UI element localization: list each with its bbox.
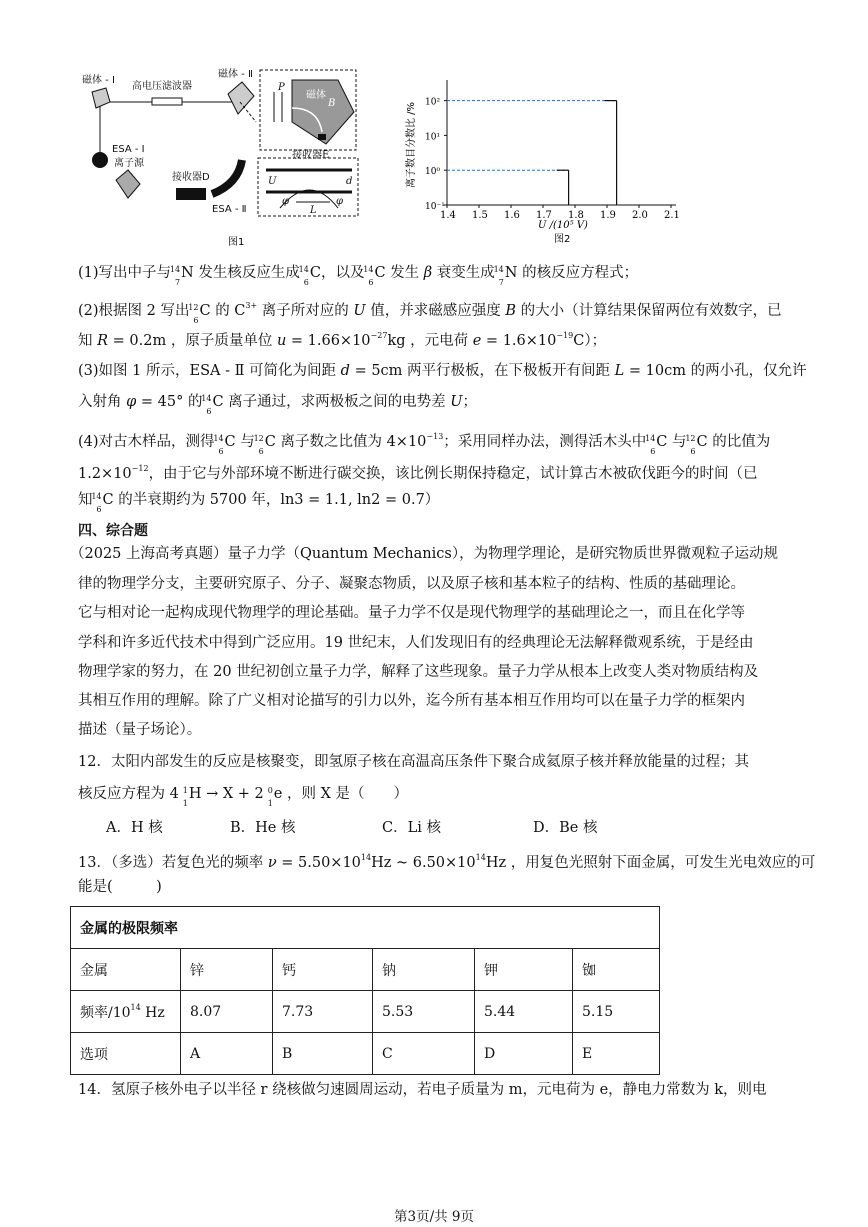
- page-footer: 第3页/共 9页: [393, 1209, 475, 1225]
- q4-line-b: $1.2\times 10^{-12}$，由于它与外部环境不断进行碳交换，该比例长期保持稳定，试计算古木被砍伐距今的时间（已: [78, 464, 758, 482]
- q4-line-a: (4)对古木样品，测得 14 6 C 与 12 6 C 离子数之比值为 $4\times 10^{-13}$；采用同样办法，测得活木头中 14 6 C 与 12 6 C 的比值为: [78, 432, 771, 456]
- table-title-row: [71, 907, 660, 949]
- metal-threshold-table: [70, 906, 660, 1075]
- q12-option-c[interactable]: C．Li 核: [382, 820, 441, 836]
- x-tick-label: 1.7: [536, 210, 552, 221]
- section-p4: 学科和许多近代技术中得到广泛应用。19 世纪末，人们发现旧有的经典理论无法解释微观系统，于是经由: [78, 635, 754, 651]
- q14-line1: 14．氢原子核外电子以半径 r 绕核做匀速圆周运动，若电子质量为 m，元电荷为 e，静电力常数为 k，则电: [78, 1082, 767, 1098]
- q3-line-b: 入射角 φ = 45° 的 14 6 C 离子通过，求两极板之间的电势差 U；: [78, 394, 477, 416]
- nuc-c14f: 14 6: [91, 492, 102, 514]
- table-cell: E: [573, 1033, 660, 1075]
- nuc-h1: 1 1: [182, 786, 188, 808]
- nuc-e: 0 1: [267, 786, 273, 808]
- q2-line-b: 知 R = 0.2m ，原子质量单位 $u = 1.66\times 10^{-27}kg$ ，元电荷 $e = 1.6\times 10^{-19}C$）；: [78, 331, 607, 349]
- table-row: [71, 1033, 660, 1075]
- table-title: 金属的极限频率: [71, 907, 660, 949]
- table-cell: 金属: [71, 949, 181, 991]
- table-row: [71, 949, 660, 991]
- label-magnet1: 磁体 - Ⅰ: [82, 75, 115, 86]
- magnet1-shape: [92, 88, 110, 108]
- label-l: L: [310, 205, 317, 216]
- nuc-n14b: 14 7: [493, 265, 504, 287]
- section-p2: 律的物理学分支，主要研究原子、分子、凝聚态物质，以及原子核和基本粒子的结构、性质的基础理论。: [78, 576, 745, 592]
- section-p5: 物理学家的努力，在 20 世纪初创立量子力学，解释了这些现象。量子力学从根本上改变人类对物质结构及: [78, 664, 759, 680]
- q13-line2: 能是( ): [78, 879, 162, 895]
- nuc-c12: 12 6: [188, 303, 199, 325]
- table-cell: 钠: [373, 949, 475, 991]
- section-title: 四、综合题: [78, 523, 148, 539]
- table-cell: 钾: [475, 949, 573, 991]
- figure2-chart: [398, 70, 688, 250]
- table-cell: A: [181, 1033, 273, 1075]
- label-filter: 高电压滤波器: [132, 81, 192, 92]
- nuc-c14e: 14 6: [645, 434, 656, 456]
- esa2-arc: [212, 160, 242, 194]
- label-esa1: ESA - Ⅰ: [112, 144, 145, 155]
- table-cell: 5.53: [373, 991, 475, 1033]
- x-tick-label: 2.0: [632, 210, 648, 221]
- q13-line1: 13．（多选）若复色光的频率 $\nu = 5.50\times 10^{14}Hz$ ~ $6.50\times 10^{14}Hz$ ，用复色光照射下面金属，可发生光电效应的可: [78, 853, 816, 871]
- label-phi1: φ: [282, 196, 290, 207]
- table-cell: 5.44: [475, 991, 573, 1033]
- q3-line-a: (3)如图 1 所示，ESA - Ⅱ 可简化为间距 d = 5cm 两平行极板，在下极板开有间距 L = 10cm 的两小孔，仅允许: [78, 363, 807, 379]
- table-cell: 7.73: [273, 991, 373, 1033]
- label-u: U: [268, 176, 277, 187]
- x-tick-label: 1.4: [440, 210, 456, 221]
- chart-xlabel: U /(10⁵ V): [538, 220, 588, 231]
- nuc-c14b: 14 6: [363, 265, 374, 287]
- nuc-n14: 14 7: [169, 265, 181, 287]
- magnet2-shape: [228, 82, 254, 114]
- nuc-c14: 14 6: [298, 265, 309, 287]
- x-tick-label: 1.9: [600, 210, 616, 221]
- x-tick-label: 2.1: [664, 210, 680, 221]
- ion-source-cup: [116, 170, 140, 198]
- receiver-d-shape: [176, 188, 206, 200]
- label-magnet2: 磁体 - Ⅱ: [218, 69, 253, 80]
- receiver-e-shape: [318, 134, 326, 140]
- chart-ylabel: 离子数目分数比 /%: [406, 101, 417, 188]
- label-receiver-d: 接收器D: [172, 172, 210, 183]
- section-p3: 它与相对论一起构成现代物理学的理论基础。量子力学不仅是现代物理学的基础理论之一，而且在化学等: [78, 605, 745, 621]
- q1-line: (1)写出中子与 14 7 N 发生核反应生成 14 6 C，以及 14 6 C 发生 β 衰变生成 14 7 N 的核反应方程式；: [78, 265, 639, 287]
- ion-source-shape: [92, 152, 108, 168]
- table-row: [71, 991, 660, 1033]
- label-ion-source: 离子源: [114, 158, 144, 169]
- figure2-caption: 图2: [554, 234, 571, 245]
- figure1-caption: 图1: [228, 237, 245, 248]
- y-tick-label: 10¹: [425, 132, 441, 143]
- nuc-c12c: 12 6: [685, 434, 696, 456]
- table-cell: 锌: [181, 949, 273, 991]
- x-tick-label: 1.5: [472, 210, 488, 221]
- label-esa2: ESA - Ⅱ: [212, 204, 247, 215]
- label-receiver-e: 接收器E: [292, 150, 330, 161]
- nuc-c12b: 12 6: [253, 434, 264, 456]
- figure1-diagram: [70, 62, 370, 250]
- q4-line-c: 知 14 6 C 的半衰期约为 5700 年，ln3 = 1.1, ln2 = 0.7）: [78, 492, 440, 514]
- q2-line-a: (2)根据图 2 写出 12 6 C 的 $C^{3+}$ 离子所对应的 U 值，并求磁感应强度 B 的大小（计算结果保留两位有效数字，已: [78, 301, 782, 325]
- label-phi2: φ: [336, 196, 344, 207]
- table-cell: 5.15: [573, 991, 660, 1033]
- label-b: B: [328, 98, 336, 109]
- q12-option-b[interactable]: B．He 核: [230, 820, 296, 836]
- y-tick-label: 10⁰: [425, 167, 441, 178]
- q12-line1: 12．太阳内部发生的反应是核聚变，即氢原子核在高温高压条件下聚合成氦原子核并释放能量的过程；其: [78, 754, 749, 770]
- table-cell: 频率$/10^{14}$ Hz: [71, 991, 181, 1033]
- table-cell: 选项: [71, 1033, 181, 1075]
- x-tick-label: 1.8: [568, 210, 584, 221]
- table-cell: 铷: [573, 949, 660, 991]
- q12-option-d[interactable]: D．Be 核: [533, 820, 598, 836]
- table-cell: C: [373, 1033, 475, 1075]
- nuc-c14d: 14 6: [213, 434, 224, 456]
- inset-plates-box: [258, 158, 358, 216]
- section-p7: 描述（量子场论）。: [78, 722, 202, 738]
- table-cell: D: [475, 1033, 573, 1075]
- x-tick-label: 1.6: [504, 210, 520, 221]
- table-cell: 8.07: [181, 991, 273, 1033]
- label-magnet-inset: 磁体: [306, 90, 326, 101]
- label-p: P: [278, 82, 285, 93]
- filter-shape: [152, 98, 182, 105]
- table-cell: 钙: [273, 949, 373, 991]
- table-cell: B: [273, 1033, 373, 1075]
- q12-option-a[interactable]: A．H 核: [106, 820, 163, 836]
- y-tick-label: 10⁻¹: [425, 202, 445, 212]
- nuc-c14c: 14 6: [201, 394, 212, 416]
- section-p6: 其相互作用的理解。除了广义相对论描写的引力以外，迄今所有基本相互作用均可以在量子力学的框架内: [78, 693, 745, 709]
- q12-line2: 核反应方程为 4 1 1 H → X + 2 0 1 e ，则 X 是（ ）: [78, 786, 409, 808]
- section-p1: （2025 上海高考真题）量子力学（Quantum Mechanics），为物理学理论，是研究物质世界微观粒子运动规: [70, 546, 779, 562]
- label-d: d: [346, 176, 353, 187]
- y-tick-label: 10²: [425, 97, 441, 108]
